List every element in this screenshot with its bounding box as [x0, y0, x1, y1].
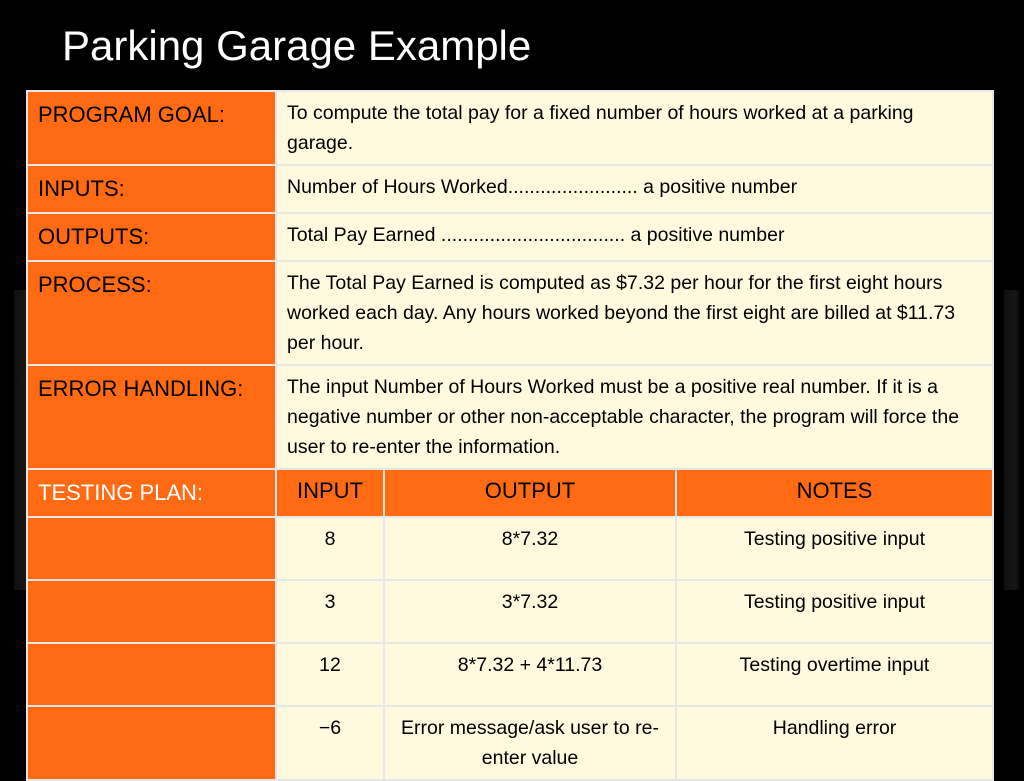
blank-label-cell — [27, 643, 276, 706]
process-row — [27, 261, 993, 365]
blank-label-cell — [27, 580, 276, 643]
goal-text: To compute the total pay for a fixed number of hours worked at a parking garage. — [276, 91, 993, 165]
goal-row — [27, 91, 993, 165]
test-row — [27, 517, 993, 580]
slide-title: Parking Garage Example — [62, 22, 532, 69]
output-column-header: OUTPUT — [384, 469, 676, 517]
test-output: Error message/ask user to re-enter value — [384, 706, 676, 780]
test-notes: Testing overtime input — [676, 643, 993, 706]
inputs-text: Number of Hours Worked........................ a positive number — [276, 165, 993, 213]
test-output: 8*7.32 — [384, 517, 676, 580]
outputs-row — [27, 213, 993, 261]
test-notes: Testing positive input — [676, 580, 993, 643]
test-input: 12 — [276, 643, 384, 706]
test-row — [27, 706, 993, 780]
error-handling-row — [27, 365, 993, 469]
test-row — [27, 643, 993, 706]
blank-label-cell — [27, 706, 276, 780]
outputs-text: Total Pay Earned .................................. a positive number — [276, 213, 993, 261]
notes-column-header: NOTES — [676, 469, 993, 517]
goal-label: PROGRAM GOAL: — [27, 91, 276, 165]
program-spec-table — [26, 90, 994, 781]
testing-header-row — [27, 469, 993, 517]
test-output: 3*7.32 — [384, 580, 676, 643]
error-handling-text: The input Number of Hours Worked must be a positive real number. If it is a negative number or other non-acceptable character, the program will force the user to re-enter the information. — [276, 365, 993, 469]
error-handling-label: ERROR HANDLING: — [27, 365, 276, 469]
test-input: 3 — [276, 580, 384, 643]
inputs-row — [27, 165, 993, 213]
testing-plan-label: TESTING PLAN: — [27, 469, 276, 517]
test-input: −6 — [276, 706, 384, 780]
test-notes: Handling error — [676, 706, 993, 780]
test-input: 8 — [276, 517, 384, 580]
inputs-label: INPUTS: — [27, 165, 276, 213]
test-notes: Testing positive input — [676, 517, 993, 580]
process-text: The Total Pay Earned is computed as $7.32 per hour for the first eight hours worked each day. Any hours worked beyond the first eight are billed at $11.73 per hour. — [276, 261, 993, 365]
blank-label-cell — [27, 517, 276, 580]
outputs-label: OUTPUTS: — [27, 213, 276, 261]
input-column-header: INPUT — [276, 469, 384, 517]
test-row — [27, 580, 993, 643]
process-label: PROCESS: — [27, 261, 276, 365]
test-output: 8*7.32 + 4*11.73 — [384, 643, 676, 706]
